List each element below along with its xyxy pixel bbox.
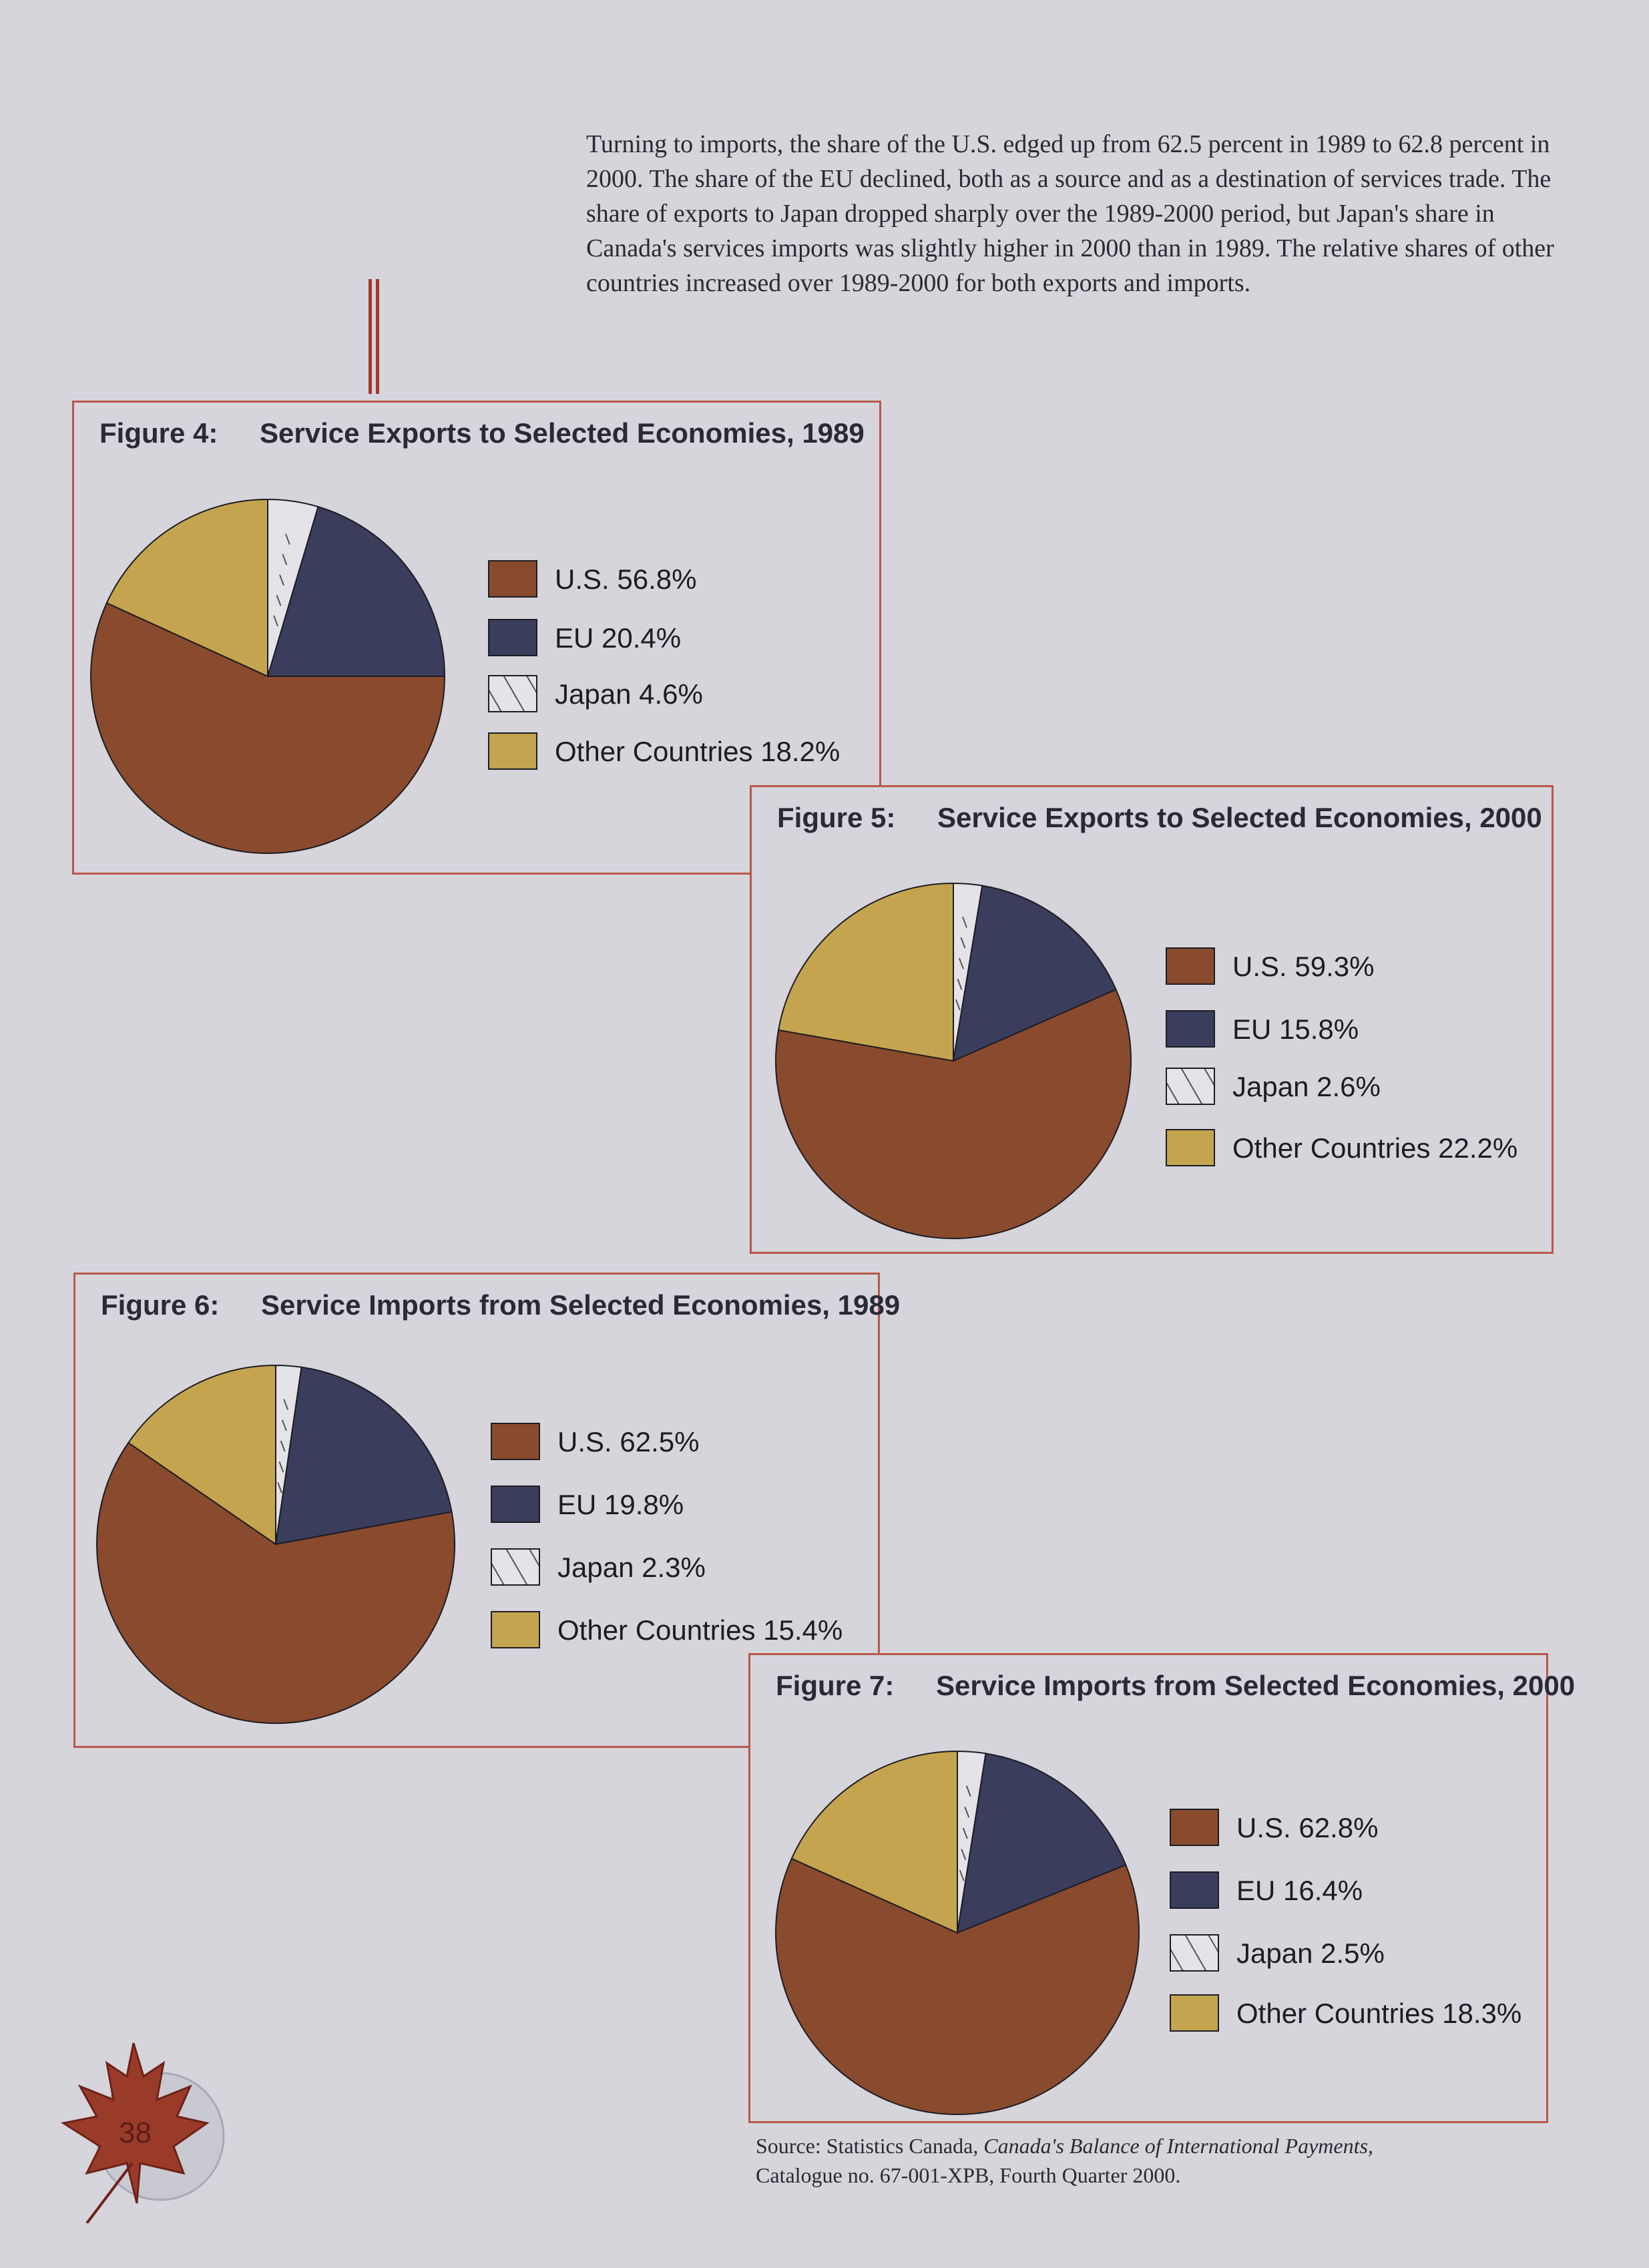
legend-label: Japan 4.6% <box>555 678 703 710</box>
legend-label: EU 15.8% <box>1232 1013 1359 1045</box>
source-publication: Canada's Balance of International Payments, <box>983 2134 1373 2158</box>
decorative-double-rule <box>369 279 379 394</box>
legend-label: U.S. 56.8% <box>555 563 697 595</box>
page-number: 38 <box>119 2116 152 2149</box>
figure-7 <box>748 1653 1576 2123</box>
figure-label: Figure 5: <box>777 802 896 833</box>
figure-title: Service Exports to Selected Economies, 2000 <box>937 802 1542 833</box>
figure-5 <box>750 785 1554 1254</box>
japan-swatch <box>1166 1068 1215 1105</box>
legend-label: Other Countries 15.4% <box>557 1614 843 1646</box>
us-swatch <box>1170 1809 1219 1846</box>
figure-title: Service Imports from Selected Economies, 1989 <box>261 1289 901 1321</box>
legend-label: EU 20.4% <box>555 622 682 654</box>
legend-label: U.S. 62.8% <box>1236 1812 1379 1843</box>
figure-label: Figure 6: <box>101 1289 220 1321</box>
legend-label: Japan 2.3% <box>557 1552 706 1583</box>
eu-swatch <box>491 1486 540 1523</box>
eu-swatch <box>488 619 537 656</box>
eu-swatch <box>1170 1871 1219 1909</box>
us-swatch <box>491 1423 540 1460</box>
other-slice <box>778 883 953 1061</box>
pie-chart <box>752 787 1556 1256</box>
intro-paragraph: Turning to imports, the share of the U.S. edged up from 62.5 percent in 1989 to 62.8 percent in 2000. The share of the EU declined, both as a source and as a destination of services trade. The share of exports to Japan dropped sharply over the 1989-2000 period, but Japan's share in Canada's services imports was slightly higher in 2000 than in 1989. The relative shares of other countries increased over 1989-2000 for both exports and imports. <box>586 130 1554 297</box>
japan-swatch <box>1170 1934 1219 1972</box>
other-swatch <box>491 1611 540 1648</box>
figure-title: Service Imports from Selected Economies, 2000 <box>936 1670 1576 1701</box>
other-swatch <box>1170 1994 1219 2032</box>
legend-label: EU 19.8% <box>557 1489 684 1520</box>
figure-label: Figure 4: <box>99 417 218 449</box>
legend-label: Other Countries 18.3% <box>1236 1998 1522 2029</box>
figure-title: Service Exports to Selected Economies, 1989 <box>260 417 865 449</box>
other-swatch <box>1166 1129 1215 1166</box>
other-swatch <box>488 732 537 770</box>
legend-label: Other Countries 22.2% <box>1232 1132 1518 1164</box>
us-swatch <box>488 560 537 598</box>
legend-label: Japan 2.5% <box>1236 1938 1385 1969</box>
legend-label: EU 16.4% <box>1236 1875 1363 1906</box>
legend-label: U.S. 59.3% <box>1232 951 1375 982</box>
legend-label: U.S. 62.5% <box>557 1426 700 1457</box>
legend-label: Other Countries 18.2% <box>555 736 841 767</box>
figure-label: Figure 7: <box>776 1670 895 1701</box>
source-prefix: Source: Statistics Canada, <box>756 2134 984 2158</box>
japan-swatch <box>488 675 537 712</box>
eu-swatch <box>1166 1010 1215 1048</box>
pie-chart <box>750 1655 1550 2125</box>
source-catalogue: Catalogue no. 67-001-XPB, Fourth Quarter 2000. <box>756 2163 1181 2187</box>
legend-label: Japan 2.6% <box>1232 1071 1381 1102</box>
us-swatch <box>1166 947 1215 985</box>
japan-swatch <box>491 1548 540 1586</box>
source-note <box>756 2131 1557 2190</box>
